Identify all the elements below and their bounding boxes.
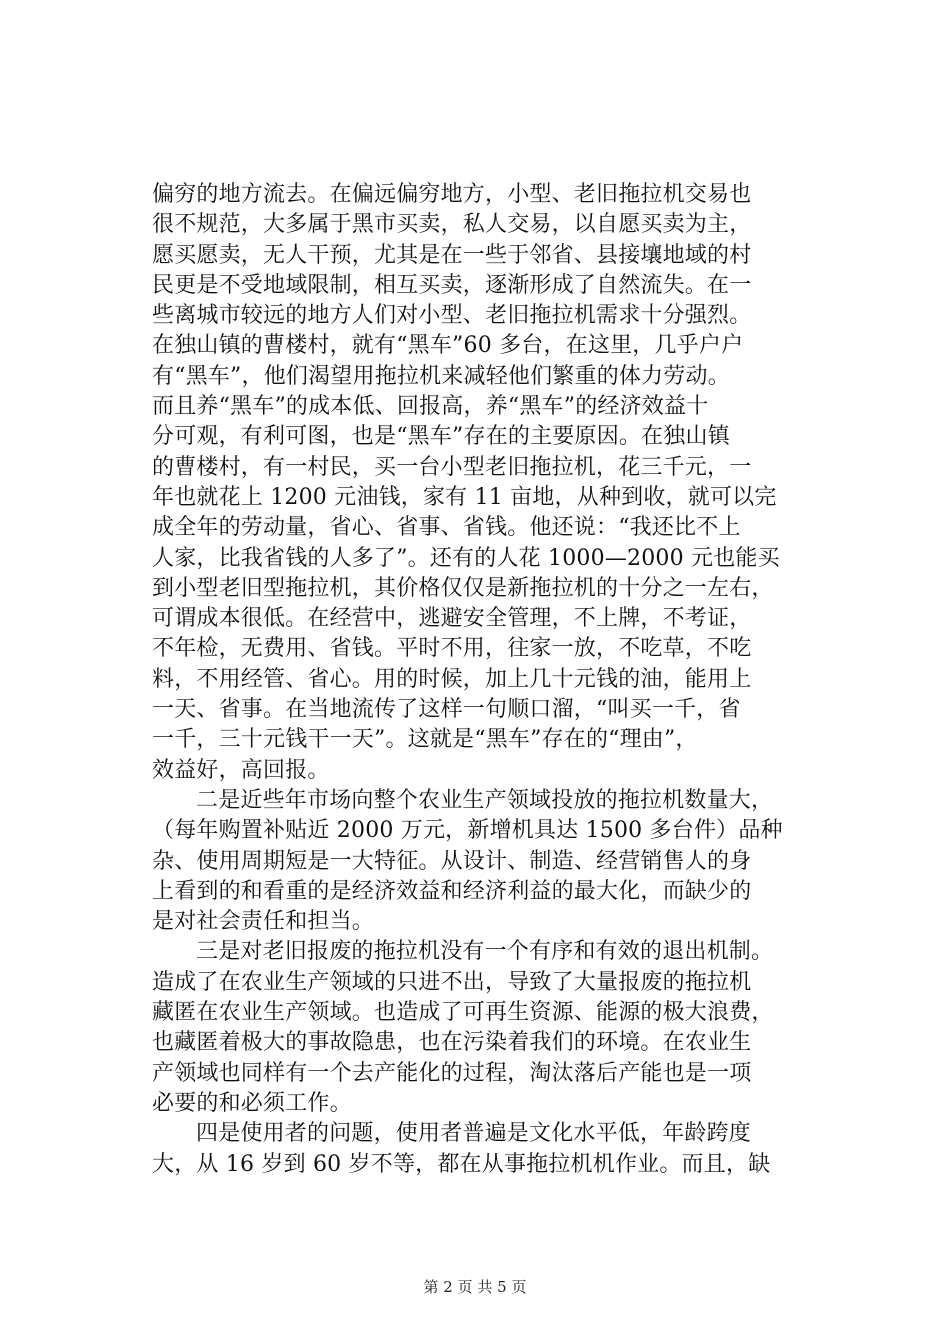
text-line: 是对社会责任和担当。 [152, 909, 375, 935]
text-line: （每年购置补贴近 2000 万元，新增机具达 1500 多台件）品种 [152, 818, 783, 844]
text-line: 上看到的和看重的是经济效益和经济利益的最大化，而缺少的 [152, 878, 752, 904]
text-line: 大，从 16 岁到 60 岁不等，都在从事拖拉机机作业。而且，缺 [152, 1151, 771, 1177]
text-line: 而且养“黑车”的成本低、回报高，养“黑车”的经济效益十 [152, 394, 709, 420]
text-line: 造成了在农业生产领域的只进不出，导致了大量报废的拖拉机 [152, 969, 752, 995]
text-line: 必要的和必须工作。 [152, 1090, 352, 1116]
text-line: 成全年的劳动量，省心、省事、省钱。他还说：“我还比不上 [152, 515, 741, 541]
paragraph-first-line: 三是对老旧报废的拖拉机没有一个有序和有效的退出机制。 [196, 939, 774, 965]
text-line: 一天、省事。在当地流传了这样一句顺口溜，“叫买一千，省 [152, 697, 741, 723]
text-line: 民更是不受地域限制，相互买卖，逐渐形成了自然流失。在一 [152, 272, 752, 298]
text-line: 些离城市较远的地方人们对小型、老旧拖拉机需求十分强烈。 [152, 303, 752, 329]
page-footer: 第 2 页 共 5 页 [423, 1278, 527, 1296]
paragraph-first-line: 四是使用者的问题，使用者普遍是文化水平低，年龄跨度 [196, 1121, 752, 1147]
text-line: 有“黑车”，他们渴望用拖拉机来减轻他们繁重的体力劳动。 [152, 363, 730, 389]
text-line: 产领域也同样有一个去产能化的过程，淘汰落后产能也是一项 [152, 1060, 752, 1086]
text-line: 杂、使用周期短是一大特征。从设计、制造、经营销售人的身 [152, 848, 752, 874]
text-line: 也藏匿着极大的事故隐患，也在污染着我们的环境。在农业生 [152, 1030, 752, 1056]
text-line: 效益好，高回报。 [152, 757, 330, 783]
text-line: 一千，三十元钱干一天”。这就是“黑车”存在的“理由”， [152, 727, 698, 753]
text-line: 料，不用经管、省心。用的时候，加上几十元钱的油，能用上 [152, 666, 752, 692]
text-line: 可谓成本很低。在经营中，逃避安全管理，不上牌，不考证， [152, 606, 752, 632]
text-line: 年也就花上 1200 元油钱，家有 11 亩地，从种到收，就可以完 [152, 484, 777, 510]
text-line: 藏匿在农业生产领域。也造成了可再生资源、能源的极大浪费， [152, 1000, 774, 1026]
text-line: 在独山镇的曹楼村，就有“黑车”60 多台，在这里，几乎户户 [152, 333, 744, 359]
text-line: 偏穷的地方流去。在偏远偏穷地方，小型、老旧拖拉机交易也 [152, 182, 752, 207]
text-line: 愿买愿卖，无人干预，尤其是在一些于邻省、县接壤地域的村 [152, 242, 752, 268]
text-line: 很不规范，大多属于黑市买卖，私人交易，以自愿买卖为主， [152, 212, 752, 238]
paragraph-first-line: 二是近些年市场向整个农业生产领域投放的拖拉机数量大， [196, 787, 774, 813]
text-line: 人家，比我省钱的人多了”。还有的人花 1000—2000 元也能买 [152, 545, 780, 571]
text-line: 到小型老旧型拖拉机，其价格仅仅是新拖拉机的十分之一左右， [152, 575, 774, 601]
text-line: 分可观，有利可图，也是“黑车”存在的主要原因。在独山镇 [152, 424, 730, 450]
text-line: 不年检，无费用、省钱。平时不用，往家一放，不吃草，不吃 [152, 636, 752, 662]
document-body [152, 180, 832, 1180]
text-line: 的曹楼村，有一村民，买一台小型老旧拖拉机，花三千元，一 [152, 454, 752, 480]
